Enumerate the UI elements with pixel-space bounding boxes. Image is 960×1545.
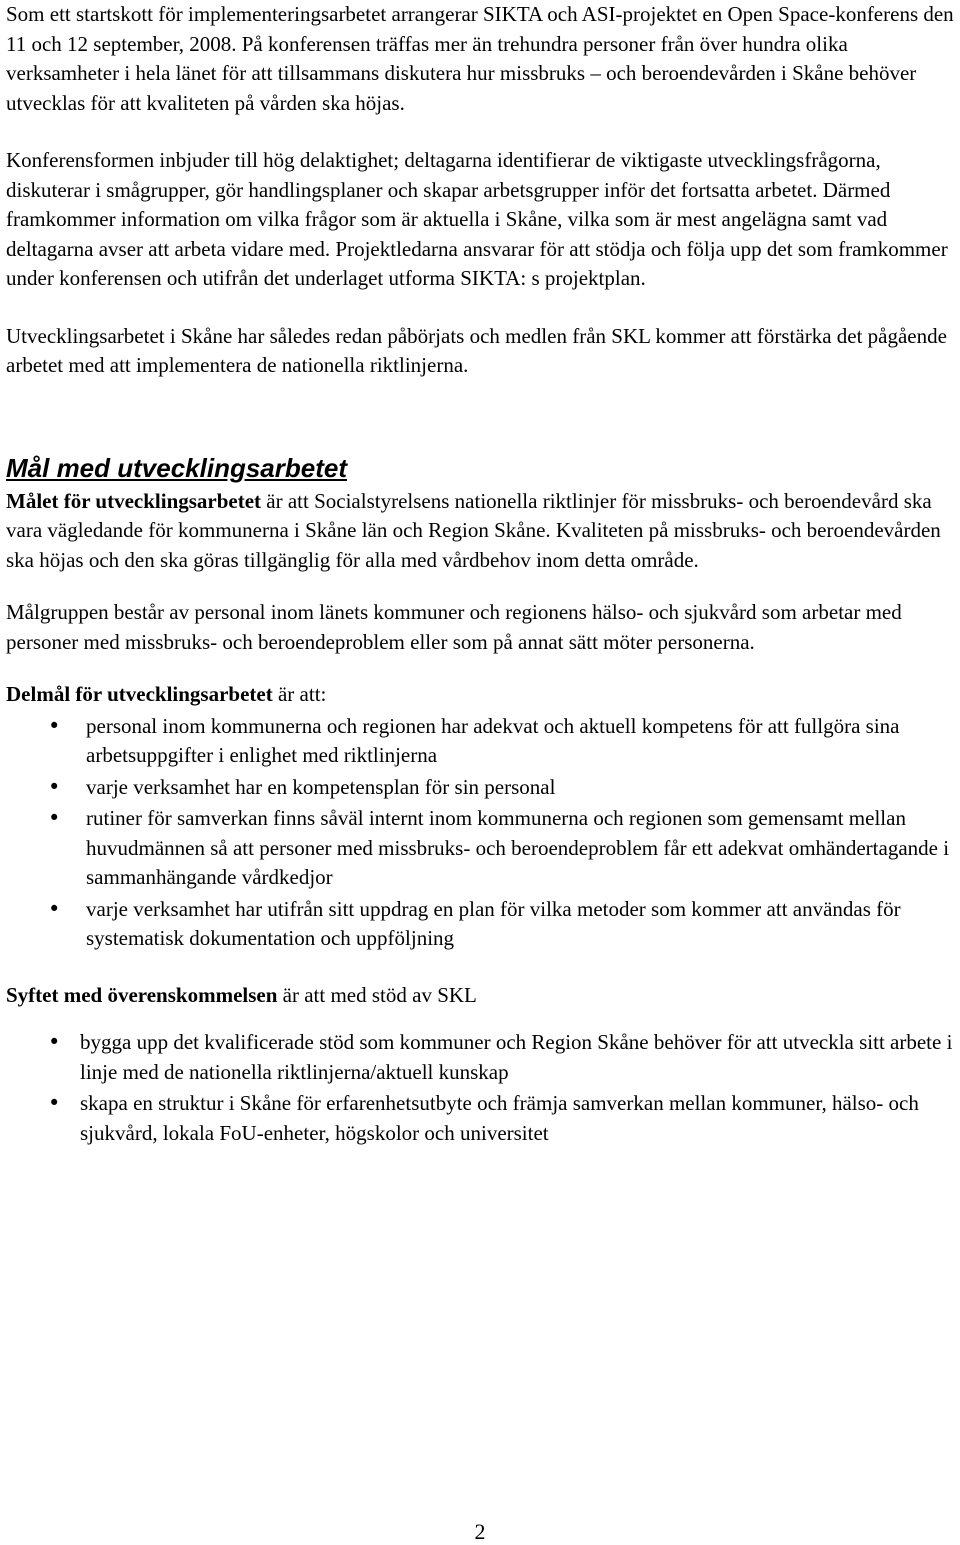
list-item	[6, 1028, 954, 1087]
bullet-icon: •	[48, 1091, 61, 1115]
bullet-icon: •	[48, 896, 61, 921]
list-item	[6, 895, 954, 954]
subgoals-lead: Delmål för utvecklingsarbetet	[6, 682, 273, 706]
intro-paragraph-2: Konferensformen inbjuder till hög delaktighet; deltagarna identifierar de viktigaste utvecklingsfrågorna, diskuterar i smågrupper, gör handlingsplaner och skapar arbetsgrupper inför det fortsatta arbetet. Därmed framkommer information om vilka frågor som är aktuella i Skåne, vilka som är mest angelägna samt vad deltagarna avser att arbeta vidare med. Projektledarna ansvarar för att stödja och följa upp det som framkommer under konferensen och utifrån det underlaget utforma SIKTA: s projektplan.	[6, 148, 948, 290]
bullet-icon: •	[48, 806, 61, 830]
list-item	[6, 1089, 954, 1148]
goal-text: är att Socialstyrelsens nationella riktlinjer för missbruks- och beroendevård ska vara vägledande för kommunerna i Skåne län och Region Skåne. Kvaliteten på missbruks- och beroendevården ska höjas och den ska göras tillgänglig för alla med vårdbehov inom detta område.	[6, 488, 941, 572]
bullet-icon: •	[48, 1030, 61, 1054]
purpose-paragraph	[6, 981, 954, 1011]
list-item-text: bygga upp det kvalificerade stöd som kommuner och Region Skåne behöver för att utveckla sitt arbete i linje med de nationella riktlinjerna/aktuell kunskap	[80, 1030, 953, 1084]
purpose-text: är att med stöd av SKL	[277, 982, 477, 1007]
bullet-icon: •	[48, 713, 61, 738]
subgoals-list	[6, 712, 954, 954]
section-heading: Mål med utvecklingsarbetet	[6, 452, 347, 483]
list-item	[6, 712, 954, 771]
target-group-paragraph: Målgruppen består av personal inom länets kommuner och regionens hälso- och sjukvård som arbetar med personer med missbruks- och beroendeproblem eller som på annat sätt möter personerna.	[6, 600, 902, 654]
list-item-text: varje verksamhet har en kompetensplan för sin personal	[86, 774, 556, 799]
list-item-text: skapa en struktur i Skåne för erfarenhetsutbyte och främja samverkan mellan kommuner, hälso- och sjukvård, lokala FoU-enheter, högskolor och universitet	[80, 1091, 919, 1145]
intro-paragraph-3: Utvecklingsarbetet i Skåne har således redan påbörjats och medlen från SKL kommer att förstärka det pågående arbetet med att implementera de nationella riktlinjerna.	[6, 323, 947, 377]
purpose-lead: Syftet med överenskommelsen	[6, 982, 278, 1007]
goal-lead: Målet för utvecklingsarbetet	[6, 488, 262, 513]
subgoals-text: är att:	[272, 682, 327, 706]
list-item	[6, 804, 954, 893]
list-item-text: personal inom kommunerna och regionen har adekvat och aktuell kompetens för att fullgöra sina arbetsuppgifter i enlighet med riktlinjerna	[86, 713, 900, 767]
list-item-text: varje verksamhet har utifrån sitt uppdrag en plan för vilka metoder som kommer att användas för systematisk dokumentation och uppföljning	[86, 896, 901, 950]
document-page	[6, 0, 954, 1148]
page-number: 2	[474, 1519, 486, 1544]
bullet-icon: •	[48, 774, 61, 799]
subgoals-paragraph	[6, 680, 954, 710]
list-item-text: rutiner för samverkan finns såväl internt inom kommunerna och regionen som gemensamt mellan huvudmännen så att personer med missbruks- och beroendeproblem får ett adekvat omhändertagande i sammanhängande vårdkedjor	[86, 806, 950, 889]
goal-paragraph	[6, 487, 954, 576]
list-item	[6, 773, 954, 803]
purpose-list	[6, 1028, 954, 1148]
intro-paragraph-1: Som ett startskott för implementeringsarbetet arrangerar SIKTA och ASI-projektet en Open Space-konferens den 11 och 12 september, 2008. På konferensen träffas mer än trehundra personer från över hundra olika verksamheter i hela länet för att tillsammans diskutera hur missbruks – och beroendevården i Skåne behöver utvecklas för att kvaliteten på vården ska höjas.	[6, 2, 954, 115]
